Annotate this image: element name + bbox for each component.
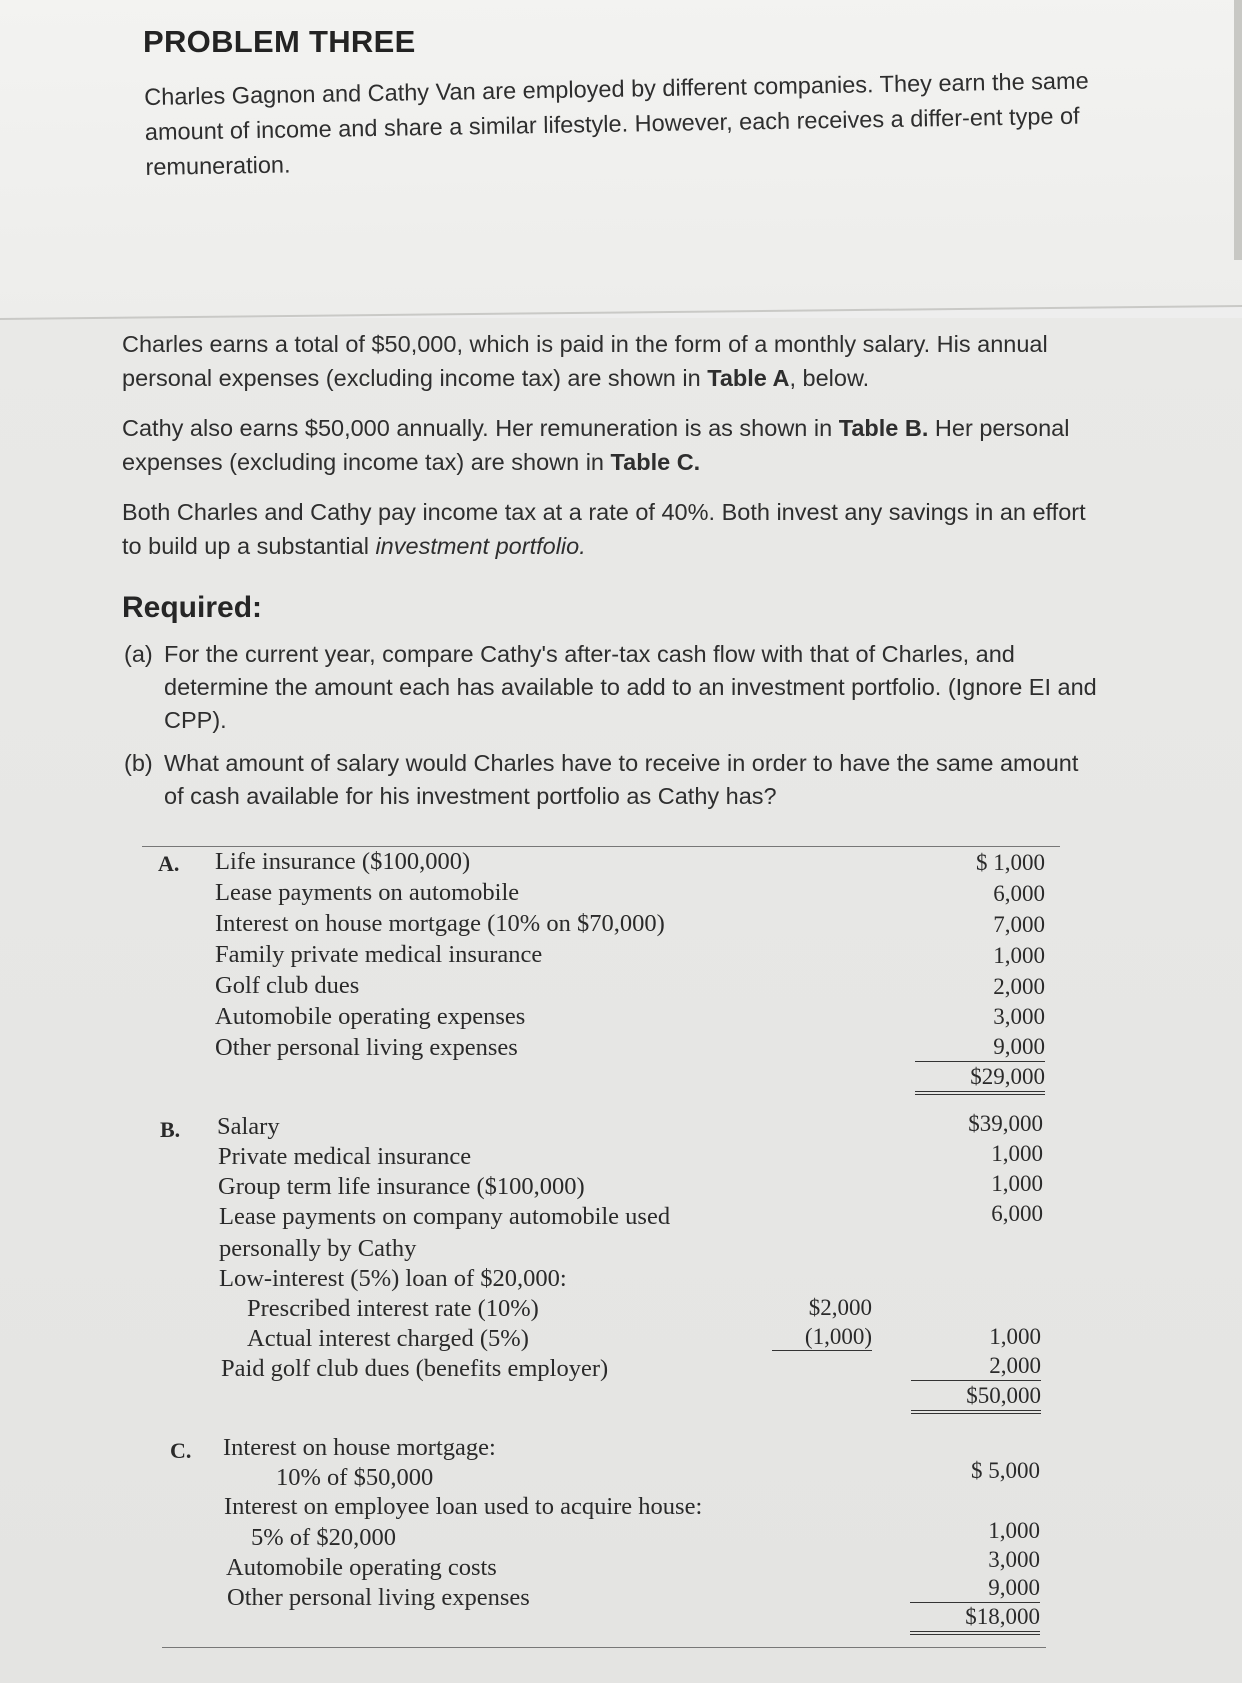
table-a-row-label: Life insurance ($100,000) xyxy=(215,848,471,875)
table-b-actual-amount: (1,000) xyxy=(772,1324,872,1351)
table-b-salary-label: Salary xyxy=(217,1113,280,1140)
table-a-row-label: Lease payments on automobile xyxy=(215,879,520,906)
table-a-letter: A. xyxy=(158,851,180,876)
table-a-row-amount: 2,000 xyxy=(993,974,1045,999)
table-a-row-label: Interest on house mortgage (10% on $70,000) xyxy=(215,910,665,937)
table-b-reference: Table B. xyxy=(838,415,929,441)
table-a-row-label: Other personal living expenses xyxy=(215,1034,518,1061)
table-c-letter: C. xyxy=(170,1438,192,1463)
table-a-reference: Table A xyxy=(707,365,790,391)
table-b-lease-label-2: personally by Cathy xyxy=(219,1235,417,1262)
table-b-golf-amount: 2,000 xyxy=(911,1353,1041,1381)
table-c-auto-amount: 3,000 xyxy=(988,1547,1040,1572)
table-b-golf-label: Paid golf club dues (benefits employer) xyxy=(221,1355,609,1382)
question-b-text: What amount of salary would Charles have to receive in order to have the same amount of cash available for his investment portfolio as Cathy has? xyxy=(164,750,1079,809)
problem-title: PROBLEM THREE xyxy=(143,24,416,59)
table-b-medical-amount: 1,000 xyxy=(991,1141,1043,1166)
paragraph-cathy-text-1: Cathy also earns $50,000 annually. Her remuneration is as shown in xyxy=(122,415,839,441)
table-b-salary-amount: $39,000 xyxy=(968,1111,1043,1136)
table-b-group-life-amount: 1,000 xyxy=(991,1171,1043,1196)
table-b-loan-net-amount: 1,000 xyxy=(989,1324,1041,1349)
paragraph-charles-text: Charles earns a total of $50,000, which is paid in the form of a monthly salary. His annual personal expenses (excluding income tax) are shown in xyxy=(122,331,1048,391)
table-c-reference: Table C. xyxy=(610,449,701,475)
table-c-loan-label: Interest on employee loan used to acquire house: xyxy=(224,1493,703,1520)
table-c-mortgage-sub: 10% of $50,000 xyxy=(276,1464,434,1491)
table-b-lease-label-1: Lease payments on company automobile used xyxy=(219,1203,671,1230)
intro-paragraph: Charles Gagnon and Cathy Van are employed by different companies. They earn the same amount of income and share a similar lifestyle. However, each receives a differ-ent type of remuneration. xyxy=(144,67,1089,180)
table-bottom-rule xyxy=(162,1647,1046,1648)
table-b-group-life-label: Group term life insurance ($100,000) xyxy=(218,1173,585,1200)
table-a-row-amount: 6,000 xyxy=(993,881,1045,906)
table-b-prescribed-label: Prescribed interest rate (10%) xyxy=(247,1295,539,1322)
table-c-total: $18,000 xyxy=(910,1604,1040,1635)
paragraph-tax-italic: investment portfolio. xyxy=(375,533,586,559)
table-c-loan-amount: 1,000 xyxy=(988,1518,1040,1543)
table-a-row-amount: 3,000 xyxy=(993,1004,1045,1029)
table-a-total: $29,000 xyxy=(915,1064,1045,1095)
table-b-actual-label: Actual interest charged (5%) xyxy=(247,1325,529,1352)
table-b-medical-label: Private medical insurance xyxy=(218,1143,472,1170)
question-a-text: For the current year, compare Cathy's after-tax cash flow with that of Charles, and determine the amount each has available to add to an investment portfolio. (Ignore EI and CPP). xyxy=(164,641,1097,733)
question-a-label: (a) xyxy=(124,641,153,667)
table-a-row-amount: 1,000 xyxy=(993,943,1045,968)
table-b-letter: B. xyxy=(160,1117,181,1142)
table-c-loan-sub: 5% of $20,000 xyxy=(251,1524,396,1551)
required-heading: Required: xyxy=(122,591,263,624)
table-c-other-amount: 9,000 xyxy=(910,1575,1040,1603)
paragraph-cathy-text-2: Her personal expenses (excluding income tax) are shown in xyxy=(122,415,1070,475)
table-a-row-label: Automobile operating expenses xyxy=(215,1003,526,1030)
table-b-loan-label: Low-interest (5%) loan of $20,000: xyxy=(219,1265,567,1292)
table-b-lease-amount: 6,000 xyxy=(991,1201,1043,1226)
table-c-other-label: Other personal living expenses xyxy=(227,1584,530,1611)
table-a-row-amount: 9,000 xyxy=(915,1034,1045,1062)
table-a-row-label: Golf club dues xyxy=(215,972,360,999)
paragraph-tax-text: Both Charles and Cathy pay income tax at a rate of 40%. Both invest any savings in an effort to build up a substantial xyxy=(122,499,1086,559)
table-a-row-amount: $ 1,000 xyxy=(976,850,1045,875)
table-top-rule xyxy=(142,846,1060,847)
table-c-mortgage-label: Interest on house mortgage: xyxy=(223,1434,496,1461)
table-c-auto-label: Automobile operating costs xyxy=(226,1554,497,1581)
question-b-label: (b) xyxy=(124,750,153,776)
table-b-total: $50,000 xyxy=(911,1383,1041,1414)
table-a-row-amount: 7,000 xyxy=(993,912,1045,937)
table-b-prescribed-amount: $2,000 xyxy=(808,1295,872,1320)
table-c-mortgage-amount: $ 5,000 xyxy=(971,1458,1040,1483)
paragraph-charles-end: , below. xyxy=(789,365,870,391)
table-a-row-label: Family private medical insurance xyxy=(215,941,543,968)
